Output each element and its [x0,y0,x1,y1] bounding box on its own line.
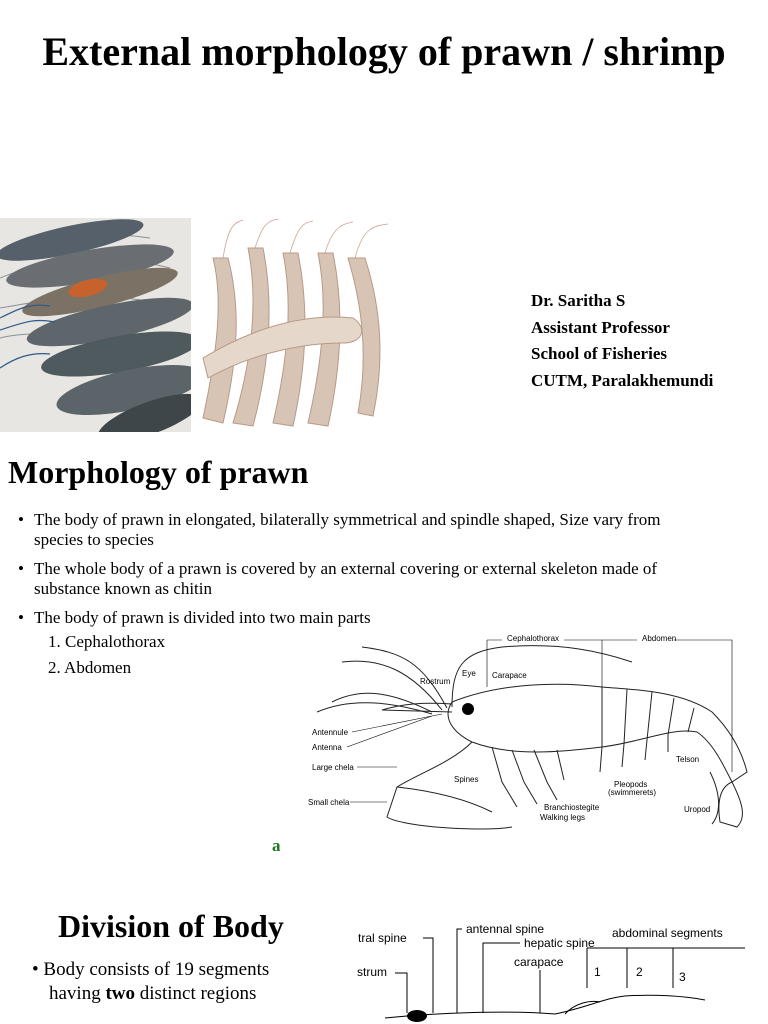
bullet-bold-text: two [105,983,136,1004]
author-school: School of Fisheries [531,344,667,363]
part-item: 2. Abdomen [48,658,132,677]
label-antenna: Antenna [312,743,342,752]
tiger-prawn-image [0,218,191,432]
label-swimmerets: (swimmerets) [608,788,656,797]
label-spines: Spines [454,775,479,784]
label-branchiostegite: Branchiostegite [544,803,600,812]
label-pleopods: Pleopods [614,780,648,789]
label-antennule: Antennule [312,728,349,737]
label-telson: Telson [676,755,700,764]
tiger-prawn-photo [0,218,191,432]
bullet-text-2: having [49,983,106,1004]
white-shrimp-photo [193,218,398,432]
label-carapace: Carapace [492,671,527,680]
label-rostrum: Rostrum [420,677,451,686]
label-walking-legs: Walking legs [540,813,586,822]
eye-dot [407,1010,427,1022]
label-carapace: carapace [514,955,564,969]
bullet-text: Body consists of 19 segments [43,959,270,980]
label-eye: Eye [462,669,476,678]
label-large-chela: Large chela [312,763,354,772]
label-abdominal-segments: abdominal segments [612,926,723,940]
title-slide [0,0,768,432]
author-info [531,288,713,394]
label-segment-3: 3 [679,970,686,984]
author-institution: CUTM, Paralakhemundi [531,370,714,390]
bullet-text-3: distinct regions [135,983,257,1004]
morphology-slide [0,432,768,864]
slide-heading: Morphology of prawn [8,454,309,490]
label-small-chela: Small chela [308,798,350,807]
prawn-anatomy-diagram [302,632,752,832]
slide-title: External morphology of prawn / shrimp [42,29,726,74]
label-abdomen: Abdomen [642,634,677,643]
label-tral-spine: tral spine [358,931,407,945]
division-bullet: • Body consists of 19 segments having two distinct regions [32,959,270,1004]
label-segment-2: 2 [636,965,643,979]
label-uropod: Uropod [684,805,711,814]
division-slide [0,864,768,1024]
label-segment-1: 1 [594,965,601,979]
label-cephalothorax: Cephalothorax [507,634,560,643]
bullet-item: • The body of prawn in elongated, bilaterally symmetrical and spindle shaped, Size vary from species to species [18,510,678,550]
slide-heading: Division of Body [58,908,284,944]
author-name: Dr. Saritha S [531,291,626,310]
footnote-letter: a [272,836,281,855]
label-antennal-spine: antennal spine [466,922,545,936]
white-shrimp-image [193,218,398,432]
label-hepatic-spine: hepatic spine [524,936,595,950]
eye-dot [462,703,474,715]
label-strum: strum [357,965,387,979]
author-position: Assistant Professor [531,317,670,337]
bullet-item: • The whole body of a prawn is covered by an external covering or external skeleton made of substance known as chitin [18,559,678,599]
body-division-diagram [355,918,755,1024]
part-item: 1. Cephalothorax [48,632,166,651]
bullet-text: The body of prawn is divided into two main parts [34,608,371,627]
